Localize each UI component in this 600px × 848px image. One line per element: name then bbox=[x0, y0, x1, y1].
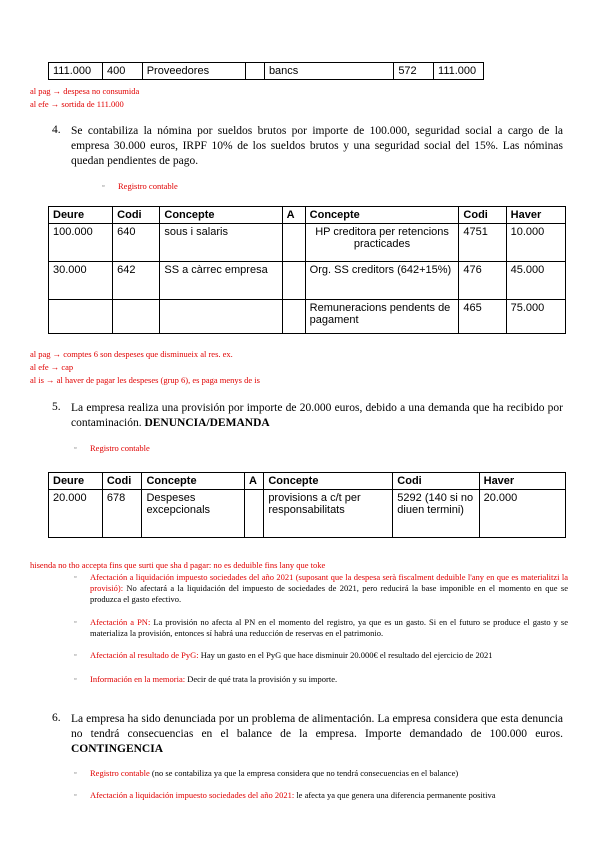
table-cell: SS a càrrec empresa bbox=[160, 262, 282, 300]
bullet-text: (no se contabiliza ya que la empresa considera que no tendrá consecuencias en el balance) bbox=[149, 768, 459, 778]
table-accounting-entry-1 bbox=[48, 62, 484, 80]
table-row bbox=[49, 262, 566, 300]
table-cell: 20.000 bbox=[479, 490, 565, 538]
item-keyword: CONTINGENCIA bbox=[71, 743, 164, 755]
table-cell: 642 bbox=[113, 262, 160, 300]
table-cell: 20.000 bbox=[49, 490, 103, 538]
column-header: Haver bbox=[506, 207, 565, 224]
bullet-item bbox=[102, 181, 178, 192]
table-cell: bancs bbox=[264, 63, 393, 80]
table-cell bbox=[113, 300, 160, 334]
bullet-icon: ▫ bbox=[74, 651, 77, 659]
table-cell: 640 bbox=[113, 224, 160, 262]
table-cell: 45.000 bbox=[506, 262, 565, 300]
table-cell: 111.000 bbox=[49, 63, 103, 80]
table-cell bbox=[245, 63, 264, 80]
column-header: A bbox=[245, 473, 264, 490]
column-header: A bbox=[282, 207, 305, 224]
table-cell: 111.000 bbox=[434, 63, 484, 80]
table-accounting-entry-2 bbox=[48, 206, 566, 334]
table-header-row bbox=[49, 207, 566, 224]
bullet-text: La provisión no afecta al PN en el momento del registro, ya que es un gasto. Si en el futuro se produce el gasto y se materializa la provisión, entonces sí habrá una reducción de reservas en el patrimonio. bbox=[90, 617, 568, 638]
table-cell bbox=[160, 300, 282, 334]
bullet-label: Información en la memoria: bbox=[90, 674, 186, 684]
bullet-icon: ▫ bbox=[74, 573, 77, 581]
table-cell: Proveedores bbox=[142, 63, 245, 80]
table-cell: 5292 (140 si no diuen termini) bbox=[393, 490, 479, 538]
item-number: 5. bbox=[52, 401, 61, 413]
table-cell: 100.000 bbox=[49, 224, 113, 262]
table-cell: sous i salaris bbox=[160, 224, 282, 262]
bullet-item bbox=[74, 674, 568, 685]
table-cell: 4751 bbox=[459, 224, 506, 262]
table-cell: Remuneracions pendents de pagament bbox=[305, 300, 459, 334]
item-text-block bbox=[71, 712, 563, 757]
table-row bbox=[49, 224, 566, 262]
table-cell: HP creditora per retencions practicades bbox=[305, 224, 459, 262]
bullet-label: Afectación a liquidación impuesto sociedades del año 2021: bbox=[90, 790, 295, 800]
bullet-label: Afectación a PN: bbox=[90, 617, 151, 627]
bullet-icon: ▫ bbox=[74, 444, 77, 452]
table-header-row bbox=[49, 473, 566, 490]
handwritten-note: al efe → sortida de 111.000 bbox=[30, 99, 124, 109]
bullet-item bbox=[74, 790, 542, 801]
item-text: La empresa realiza una provisión por importe de 20.000 euros, debido a una demanda que ha recibido por contaminación. bbox=[71, 402, 563, 429]
bullet-text: No afectará a la liquidación del impuesto de sociedades de 2021, pero reducirá la base imponible en el momento en que se produzca el gasto efectivo. bbox=[90, 583, 568, 604]
bullet-label: Afectación a liquidación impuesto sociedades del año 2021 (suposant que la despesa serà fiscalment deduible l'any en que es materialitzi la provisió): bbox=[90, 572, 568, 593]
table-row bbox=[49, 490, 566, 538]
table-cell: provisions a c/t per responsabilitats bbox=[264, 490, 393, 538]
bullet-icon: ▫ bbox=[74, 791, 77, 799]
handwritten-note: al pag → despesa no consumida bbox=[30, 86, 140, 96]
bullet-label: Registro contable bbox=[118, 181, 178, 191]
bullet-item bbox=[74, 768, 568, 779]
bullet-item bbox=[74, 572, 568, 605]
bullet-item bbox=[74, 617, 568, 639]
table-cell: 75.000 bbox=[506, 300, 565, 334]
table-accounting-entry-3 bbox=[48, 472, 566, 538]
item-text-block bbox=[71, 401, 563, 431]
bullet-text: le afecta ya que genera una diferencia permanente positiva bbox=[294, 790, 496, 800]
table-cell bbox=[282, 224, 305, 262]
item-text: Se contabiliza la nómina por sueldos brutos por importe de 100.000, seguridad social a cargo de la empresa 30.000 euros, IRPF 10% de los sueldos brutos y una seguridad social del 15%. Las nóminas quedan pendientes de pago. bbox=[71, 125, 563, 167]
table-cell bbox=[282, 262, 305, 300]
table-cell: 400 bbox=[102, 63, 142, 80]
table-cell: 30.000 bbox=[49, 262, 113, 300]
column-header: Deure bbox=[49, 473, 103, 490]
column-header: Codi bbox=[393, 473, 479, 490]
table-cell: Despeses excepcionals bbox=[142, 490, 245, 538]
item-keyword: DENUNCIA/DEMANDA bbox=[144, 417, 270, 429]
table-cell: 572 bbox=[394, 63, 434, 80]
table-cell: 10.000 bbox=[506, 224, 565, 262]
bullet-item bbox=[74, 650, 568, 661]
item-text: La empresa ha sido denunciada por un problema de alimentación. La empresa considera que esta denuncia no tendrá consecuencias en el balance de la empresa. Importe demandado de 100.000 euros. bbox=[71, 713, 563, 740]
bullet-label: Registro contable bbox=[90, 443, 150, 453]
bullet-item bbox=[74, 443, 150, 454]
bullet-icon: ▫ bbox=[74, 618, 77, 626]
column-header: Codi bbox=[102, 473, 142, 490]
bullet-icon: ▫ bbox=[74, 675, 77, 683]
table-cell: Org. SS creditors (642+15%) bbox=[305, 262, 459, 300]
table-cell: 465 bbox=[459, 300, 506, 334]
column-header: Deure bbox=[49, 207, 113, 224]
column-header: Haver bbox=[479, 473, 565, 490]
handwritten-note: al pag → comptes 6 son despeses que disminueix al res. ex. bbox=[30, 349, 233, 359]
column-header: Concepte bbox=[142, 473, 245, 490]
bullet-text: Decir de qué trata la provisión y su importe. bbox=[185, 674, 338, 684]
column-header: Codi bbox=[113, 207, 160, 224]
handwritten-note: hisenda no tho accepta fins que surti que sha d pagar: no es deduible fins lany que toke bbox=[30, 560, 326, 570]
bullet-label: Afectación al resultado de PyG: bbox=[90, 650, 199, 660]
column-header: Concepte bbox=[160, 207, 282, 224]
table-cell: 678 bbox=[102, 490, 142, 538]
item-number: 4. bbox=[52, 124, 61, 136]
item-number: 6. bbox=[52, 712, 61, 724]
column-header: Concepte bbox=[305, 207, 459, 224]
column-header: Concepte bbox=[264, 473, 393, 490]
table-row bbox=[49, 300, 566, 334]
bullet-icon: ▫ bbox=[74, 769, 77, 777]
bullet-label: Registro contable bbox=[90, 768, 150, 778]
table-cell: 476 bbox=[459, 262, 506, 300]
table-cell bbox=[245, 490, 264, 538]
handwritten-note: al is → al haver de pagar les despeses (grup 6), es paga menys de is bbox=[30, 375, 260, 385]
bullet-text: Hay un gasto en el PyG que hace disminuir 20.000€ el resultado del ejercicio de 2021 bbox=[198, 650, 493, 660]
table-cell bbox=[282, 300, 305, 334]
table-cell bbox=[49, 300, 113, 334]
bullet-icon: ▫ bbox=[102, 182, 105, 190]
column-header: Codi bbox=[459, 207, 506, 224]
table-row bbox=[49, 63, 484, 80]
handwritten-note: al efe → cap bbox=[30, 362, 74, 372]
